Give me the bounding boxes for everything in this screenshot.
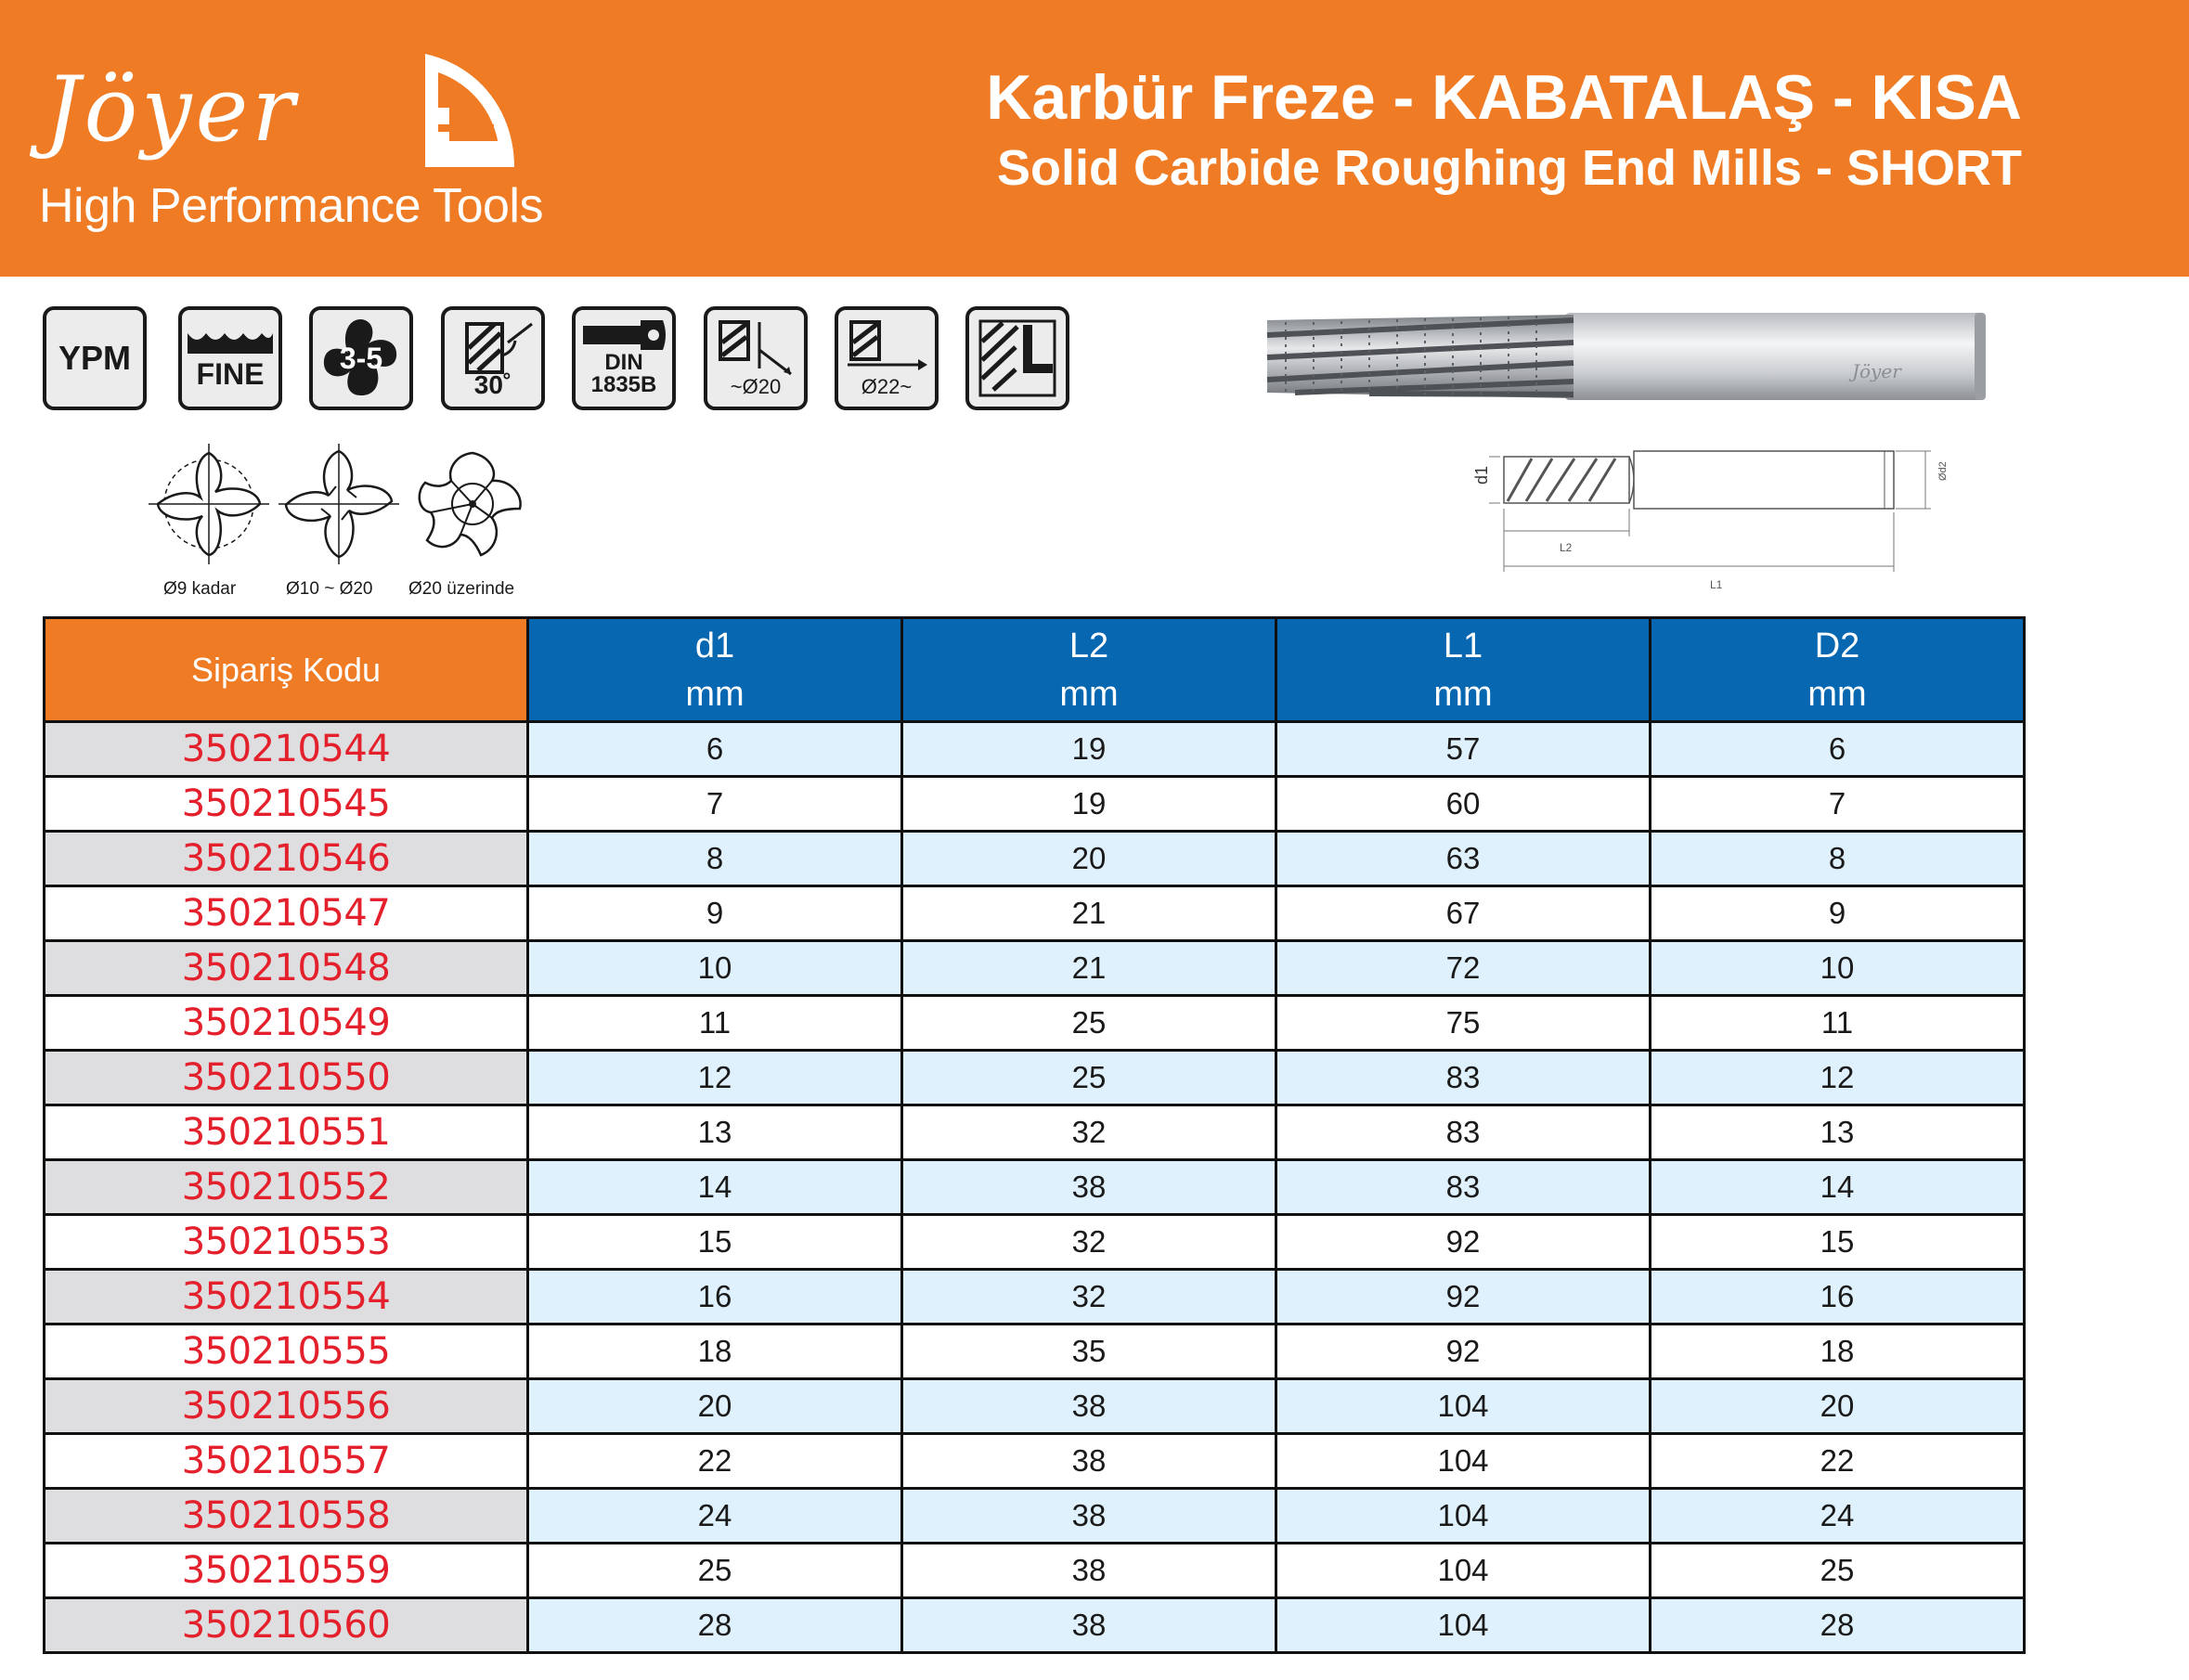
order-code-cell: 350210544 [45, 722, 528, 777]
l2-cell: 38 [902, 1544, 1276, 1598]
d1-cell: 14 [528, 1160, 902, 1215]
l1-cell: 92 [1276, 1270, 1651, 1325]
helix-angle-feature-icon [441, 306, 545, 410]
dim-l1-label: L1 [1710, 578, 1723, 591]
l1-cell: 104 [1276, 1434, 1651, 1489]
side-milling-feature-icon [965, 306, 1069, 410]
l2-cell: 21 [902, 941, 1276, 996]
l2-header-label: L2 [1069, 626, 1109, 666]
order-code-cell: 350210557 [45, 1434, 528, 1489]
cross-section-large-icon [412, 444, 533, 564]
shank-tolerance-large-icon [835, 306, 939, 410]
table-row [45, 886, 2025, 941]
d1-cell: 13 [528, 1105, 902, 1160]
table-row [45, 1379, 2025, 1434]
d2-cell: 10 [1651, 941, 2025, 996]
table-row [45, 1489, 2025, 1544]
l1-cell: 57 [1276, 722, 1651, 777]
d2-cell: 20 [1651, 1379, 2025, 1434]
l1-cell: 63 [1276, 832, 1651, 886]
fine-tooth-profile-icon [186, 326, 275, 357]
table-header-row [45, 618, 2025, 722]
fine-label: FINE [196, 356, 265, 391]
table-row [45, 1434, 2025, 1489]
d2-cell: 12 [1651, 1051, 2025, 1105]
l2-cell: 38 [902, 1598, 1276, 1653]
table-row [45, 832, 2025, 886]
d2-cell: 25 [1651, 1544, 2025, 1598]
order-code-header-label: Sipariş Kodu [190, 650, 382, 689]
flute-count-feature-icon [309, 306, 413, 410]
page-title: Karbür Freze - KABATALAŞ - KISA [986, 62, 2022, 133]
l1-unit-label: mm [1433, 674, 1493, 714]
d1-cell: 12 [528, 1051, 902, 1105]
l1-cell: 75 [1276, 996, 1651, 1051]
d1-cell: 24 [528, 1489, 902, 1544]
d2-cell: 24 [1651, 1489, 2025, 1544]
order-code-table [43, 616, 2026, 1654]
din-shank-feature-icon [572, 306, 676, 410]
l1-cell: 67 [1276, 886, 1651, 941]
l2-cell: 38 [902, 1489, 1276, 1544]
table-row [45, 1105, 2025, 1160]
helix-angle-icon [447, 320, 539, 374]
d1-cell: 7 [528, 777, 902, 832]
d1-cell: 28 [528, 1598, 902, 1653]
order-code-cell: 350210545 [45, 777, 528, 832]
fine-pitch-feature-icon [178, 306, 282, 410]
order-code-cell: 350210552 [45, 1160, 528, 1215]
l1-cell: 72 [1276, 941, 1651, 996]
l1-cell: 83 [1276, 1160, 1651, 1215]
order-code-cell: 350210560 [45, 1598, 528, 1653]
l2-cell: 32 [902, 1215, 1276, 1270]
din-label: DIN [604, 350, 643, 375]
d1-cell: 11 [528, 996, 902, 1051]
helix-angle-label: 30˚ [473, 370, 512, 399]
table-row [45, 722, 2025, 777]
ypm-label: YPM [58, 339, 131, 377]
page-subtitle: Solid Carbide Roughing End Mills - SHORT [997, 140, 2022, 196]
column-header-d2 [1651, 618, 2025, 722]
dim-d1-label: d1 [1472, 465, 1491, 485]
table-row [45, 1270, 2025, 1325]
d2-cell: 6 [1651, 722, 2025, 777]
d2-cell: 28 [1651, 1598, 2025, 1653]
d1-cell: 20 [528, 1379, 902, 1434]
cross-section-medium-label: Ø10 ~ Ø20 [286, 579, 373, 599]
order-code-cell: 350210550 [45, 1051, 528, 1105]
l2-cell: 38 [902, 1379, 1276, 1434]
l2-cell: 19 [902, 777, 1276, 832]
l1-header-label: L1 [1443, 626, 1483, 666]
column-header-l2 [902, 618, 1276, 722]
l1-cell: 104 [1276, 1598, 1651, 1653]
order-code-cell: 350210556 [45, 1379, 528, 1434]
dim-l2-label: L2 [1560, 541, 1573, 554]
l1-cell: 92 [1276, 1325, 1651, 1379]
l1-cell: 83 [1276, 1051, 1651, 1105]
shank-tolerance-small-label: ~Ø20 [730, 375, 782, 398]
flute-count-label: 3-5 [339, 341, 383, 375]
slot-direction-icon [840, 318, 933, 376]
table-row [45, 1215, 2025, 1270]
l1-cell: 104 [1276, 1544, 1651, 1598]
d2-unit-label: mm [1807, 674, 1867, 714]
table-body [45, 722, 2025, 1653]
table-row [45, 1160, 2025, 1215]
cross-section-large-label: Ø20 üzerinde [408, 579, 515, 599]
shank-tolerance-large-label: Ø22~ [861, 375, 913, 398]
l1-cell: 83 [1276, 1105, 1651, 1160]
din-standard-label: 1835B [590, 372, 657, 397]
l1-cell: 92 [1276, 1215, 1651, 1270]
order-code-cell: 350210549 [45, 996, 528, 1051]
d2-cell: 22 [1651, 1434, 2025, 1489]
cross-section-small-icon [149, 444, 269, 564]
plunge-direction-icon [709, 318, 802, 376]
l1-cell: 60 [1276, 777, 1651, 832]
brand-logo-icon [418, 50, 520, 171]
l2-cell: 21 [902, 886, 1276, 941]
header-banner [0, 0, 2189, 277]
d2-cell: 16 [1651, 1270, 2025, 1325]
l2-cell: 38 [902, 1434, 1276, 1489]
d1-cell: 8 [528, 832, 902, 886]
dim-d2-label: Ød2 [1937, 461, 1949, 481]
d2-cell: 9 [1651, 886, 2025, 941]
d1-cell: 16 [528, 1270, 902, 1325]
side-milling-icon [973, 314, 1062, 403]
engraved-brand-text: Jöyer [1852, 360, 1901, 382]
d1-cell: 25 [528, 1544, 902, 1598]
d1-cell: 9 [528, 886, 902, 941]
d1-unit-label: mm [685, 674, 745, 714]
d2-cell: 14 [1651, 1160, 2025, 1215]
column-header-d1 [528, 618, 902, 722]
d2-header-label: D2 [1814, 626, 1860, 666]
d2-cell: 7 [1651, 777, 2025, 832]
l2-cell: 32 [902, 1270, 1276, 1325]
d1-cell: 15 [528, 1215, 902, 1270]
order-code-cell: 350210555 [45, 1325, 528, 1379]
l2-cell: 38 [902, 1160, 1276, 1215]
table-row [45, 1544, 2025, 1598]
l1-cell: 104 [1276, 1489, 1651, 1544]
d2-cell: 15 [1651, 1215, 2025, 1270]
order-code-cell: 350210551 [45, 1105, 528, 1160]
d1-cell: 22 [528, 1434, 902, 1489]
d1-cell: 6 [528, 722, 902, 777]
l2-cell: 32 [902, 1105, 1276, 1160]
d1-header-label: d1 [694, 626, 735, 666]
order-code-cell: 350210559 [45, 1544, 528, 1598]
table-row [45, 941, 2025, 996]
end-mill-product-image [1258, 302, 1991, 408]
shank-profile-icon [579, 320, 668, 352]
d2-cell: 11 [1651, 996, 2025, 1051]
d1-cell: 10 [528, 941, 902, 996]
l2-cell: 19 [902, 722, 1276, 777]
order-code-cell: 350210547 [45, 886, 528, 941]
table-row [45, 1598, 2025, 1653]
order-code-cell: 350210546 [45, 832, 528, 886]
order-code-cell: 350210554 [45, 1270, 528, 1325]
end-mill-dimension-drawing [1467, 436, 1959, 599]
order-code-cell: 350210558 [45, 1489, 528, 1544]
d2-cell: 18 [1651, 1325, 2025, 1379]
d2-cell: 8 [1651, 832, 2025, 886]
column-header-l1 [1276, 618, 1651, 722]
l2-cell: 20 [902, 832, 1276, 886]
l1-cell: 104 [1276, 1379, 1651, 1434]
l2-cell: 25 [902, 1051, 1276, 1105]
shank-tolerance-small-icon [704, 306, 808, 410]
l2-unit-label: mm [1059, 674, 1119, 714]
ypm-feature-icon [43, 306, 147, 410]
order-code-cell: 350210548 [45, 941, 528, 996]
table-row [45, 996, 2025, 1051]
d1-cell: 18 [528, 1325, 902, 1379]
table-row [45, 1051, 2025, 1105]
brand-name: Jöyer [45, 58, 299, 162]
cross-section-medium-icon [278, 444, 399, 564]
table-row [45, 1325, 2025, 1379]
d2-cell: 13 [1651, 1105, 2025, 1160]
table-row [45, 777, 2025, 832]
order-code-cell: 350210553 [45, 1215, 528, 1270]
cross-section-small-label: Ø9 kadar [163, 579, 237, 599]
l2-cell: 35 [902, 1325, 1276, 1379]
column-header-order-code [45, 618, 528, 722]
l2-cell: 25 [902, 996, 1276, 1051]
brand-tagline: High Performance Tools [39, 179, 543, 233]
